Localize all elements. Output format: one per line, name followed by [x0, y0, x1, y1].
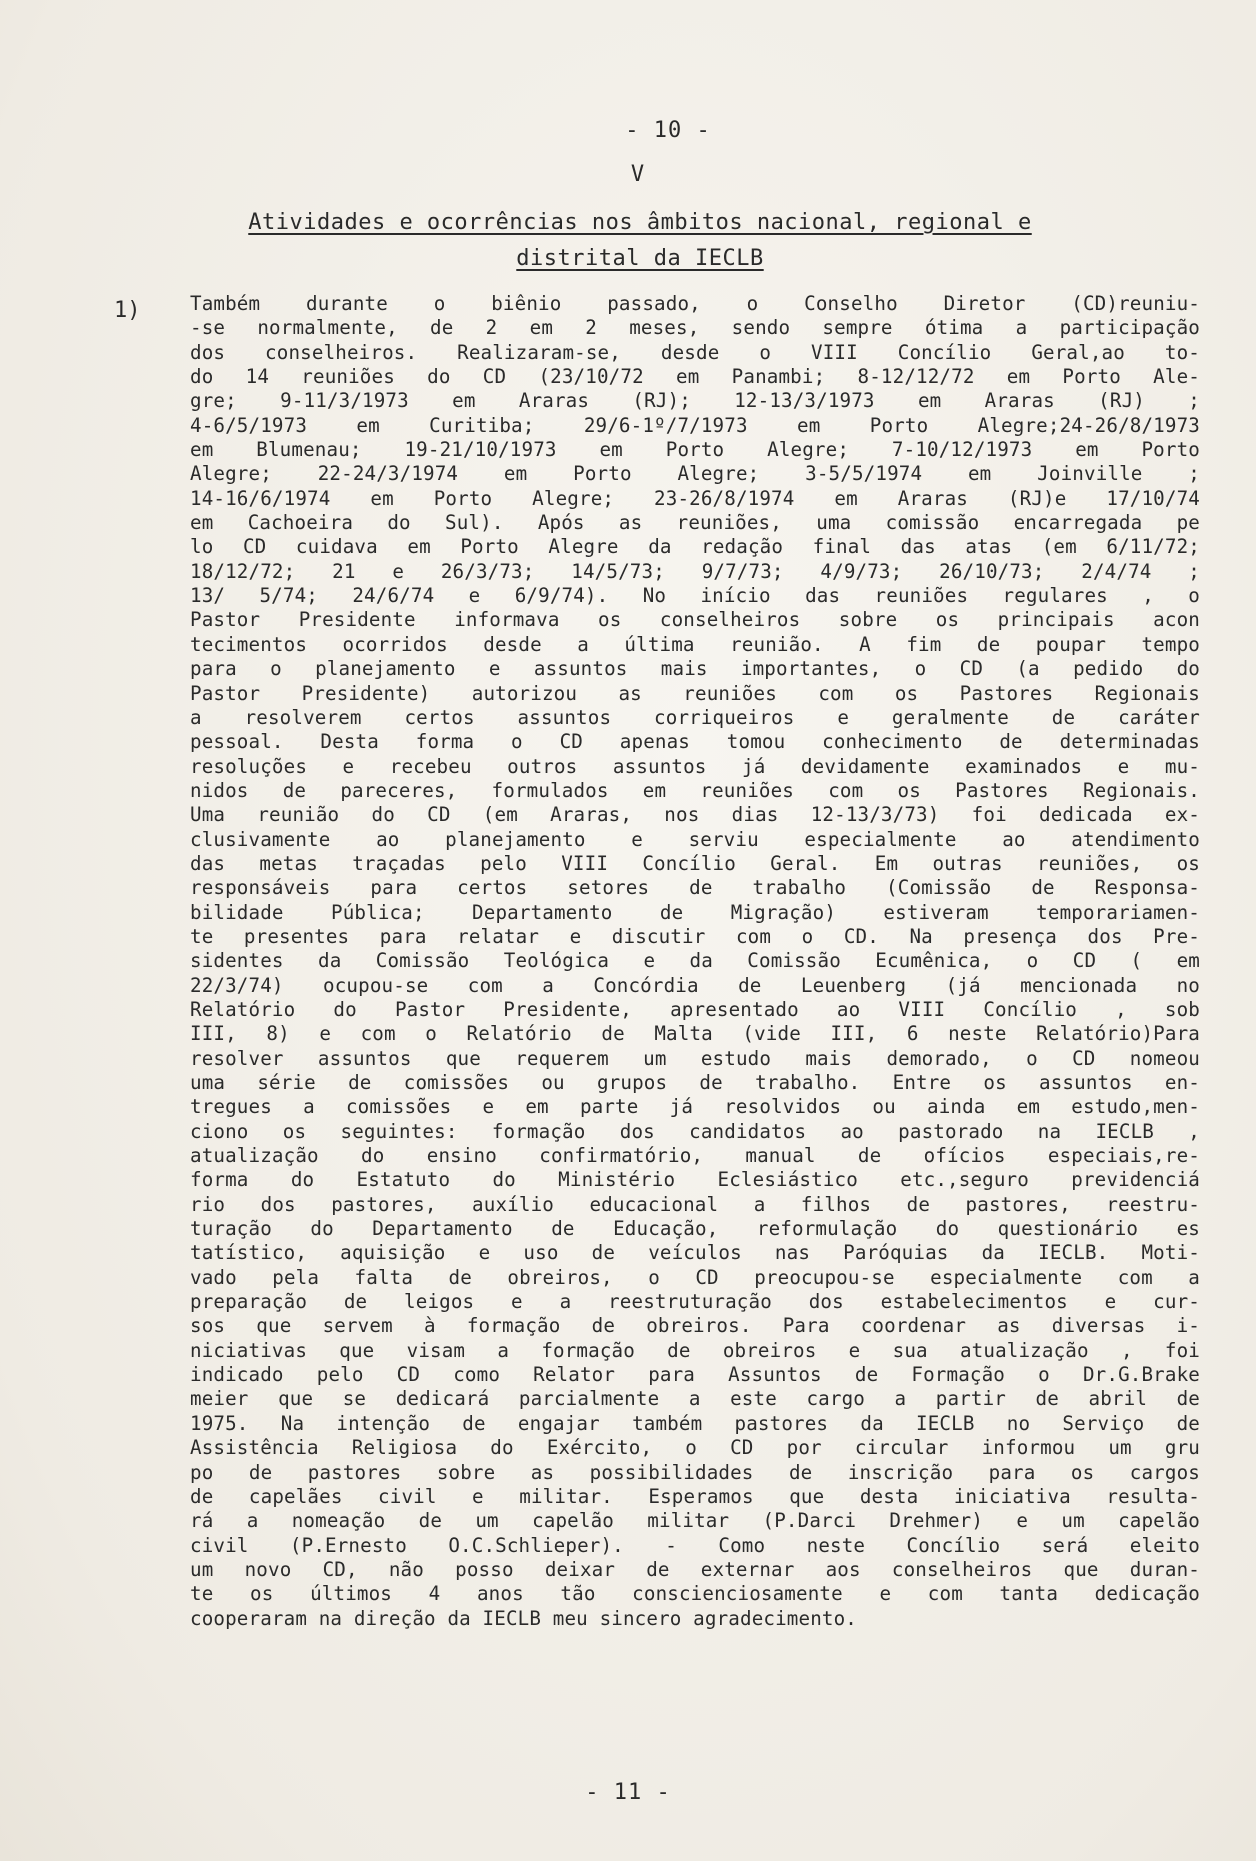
body-line: 22/3/74) ocupou-se com a Concórdia de Leuenberg (já mencionada no — [190, 973, 1200, 997]
body-line: te os últimos 4 anos tão conscienciosamente e com tanta dedicação — [190, 1582, 1200, 1606]
body-line: civil (P.Ernesto O.C.Schlieper). - Como neste Concílio será eleito — [190, 1533, 1200, 1557]
body-line: clusivamente ao planejamento e serviu especialmente ao atendimento — [190, 827, 1200, 851]
section-heading-line-2: distrital da IECLB — [516, 246, 764, 271]
body-line: para o planejamento e assuntos mais importantes, o CD (a pedido do — [190, 657, 1200, 681]
body-line: tecimentos ocorridos desde a última reunião. A fim de poupar tempo — [190, 632, 1200, 656]
body-line: Relatório do Pastor Presidente, apresentado ao VIII Concílio , sob — [190, 997, 1200, 1021]
body-paragraph — [190, 292, 1200, 1631]
body-line: bilidade Pública; Departamento de Migração) estiveram temporariamen- — [190, 900, 1200, 924]
body-line: sos que servem à formação de obreiros. Para coordenar as diversas i- — [190, 1314, 1200, 1338]
body-line: uma série de comissões ou grupos de trabalho. Entre os assuntos en- — [190, 1071, 1200, 1094]
body-line: 4-6/5/1973 em Curitiba; 29/6-1º/7/1973 em Porto Alegre;24-26/8/1973 — [190, 413, 1200, 437]
body-line: indicado pelo CD como Relator para Assuntos de Formação o Dr.G.Brake — [190, 1363, 1200, 1387]
body-line: meier que se dedicará parcialmente a este cargo a partir de abril de — [190, 1387, 1200, 1411]
body-line: po de pastores sobre as possibilidades de inscrição para os cargos — [190, 1460, 1200, 1484]
page-number-bottom: - 11 - — [585, 1780, 671, 1805]
body-line: pessoal. Desta forma o CD apenas tomou conhecimento de determinadas — [190, 730, 1200, 754]
body-line: um novo CD, não posso deixar de externar aos conselheiros que duran- — [190, 1557, 1200, 1581]
body-line: atualização do ensino confirmatório, manual de ofícios especiais,re- — [190, 1144, 1200, 1168]
body-line: vado pela falta de obreiros, o CD preocupou-se especialmente com a — [190, 1265, 1200, 1289]
body-line: sidentes da Comissão Teológica e da Comissão Ecumênica, o CD ( em — [190, 949, 1200, 973]
body-line: 13/ 5/74; 24/6/74 e 6/9/74). No início das reuniões regulares , o — [190, 584, 1200, 608]
body-line: 14-16/6/1974 em Porto Alegre; 23-26/8/1974 em Araras (RJ)e 17/10/74 — [190, 486, 1200, 510]
body-line: a resolverem certos assuntos corriqueiros e geralmente de caráter — [190, 705, 1200, 729]
body-line: 18/12/72; 21 e 26/3/73; 14/5/73; 9/7/73; 4/9/73; 26/10/73; 2/4/74 ; — [190, 559, 1200, 583]
body-line: dos conselheiros. Realizaram-se, desde o VIII Concílio Geral,ao to- — [190, 340, 1200, 364]
body-line: em Blumenau; 19-21/10/1973 em Porto Alegre; 7-10/12/1973 em Porto — [190, 438, 1200, 462]
body-line: Pastor Presidente informava os conselheiros sobre os principais acon — [190, 608, 1200, 632]
body-line: gre; 9-11/3/1973 em Araras (RJ); 12-13/3/1973 em Araras (RJ) ; — [190, 389, 1200, 413]
body-line: do 14 reuniões do CD (23/10/72 em Panambi; 8-12/12/72 em Porto Ale- — [190, 365, 1200, 389]
page-number-top: - 10 - — [625, 118, 711, 143]
body-line: Assistência Religiosa do Exército, o CD por circular informou um gru — [190, 1436, 1200, 1460]
section-number: V — [630, 162, 646, 187]
body-line: Também durante o biênio passado, o Conselho Diretor (CD)reuniu- — [190, 292, 1200, 315]
body-line: preparação de leigos e a reestruturação dos estabelecimentos e cur- — [190, 1290, 1200, 1314]
body-line: em Cachoeira do Sul). Após as reuniões, uma comissão encarregada pe — [190, 511, 1200, 535]
body-line: de capelães civil e militar. Esperamos que desta iniciativa resulta- — [190, 1484, 1200, 1508]
body-line: cooperaram na direção da IECLB meu sincero agradecimento. — [190, 1606, 858, 1630]
body-line: lo CD cuidava em Porto Alegre da redação final das atas (em 6/11/72; — [190, 535, 1200, 559]
body-line: responsáveis para certos setores de trabalho (Comissão de Responsa- — [190, 876, 1200, 900]
body-line: te presentes para relatar e discutir com o CD. Na presença dos Pre- — [190, 924, 1200, 948]
body-line: resolver assuntos que requerem um estudo mais demorado, o CD nomeou — [190, 1046, 1200, 1070]
body-line: ciono os seguintes: formação dos candidatos ao pastorado na IECLB , — [190, 1119, 1200, 1143]
body-line: Alegre; 22-24/3/1974 em Porto Alegre; 3-5/5/1974 em Joinville ; — [190, 462, 1200, 486]
body-line: rio dos pastores, auxílio educacional a filhos de pastores, reestru- — [190, 1192, 1200, 1216]
body-line: forma do Estatuto do Ministério Eclesiástico etc.,seguro previdenciá — [190, 1168, 1200, 1192]
body-line: rá a nomeação de um capelão militar (P.Darci Drehmer) e um capelão — [190, 1509, 1200, 1533]
body-line: Pastor Presidente) autorizou as reuniões com os Pastores Regionais — [190, 681, 1200, 705]
body-line: das metas traçadas pelo VIII Concílio Geral. Em outras reuniões, os — [190, 851, 1200, 875]
body-line: resoluções e recebeu outros assuntos já devidamente examinados e mu- — [190, 754, 1200, 778]
body-line: 1975. Na intenção de engajar também pastores da IECLB no Serviço de — [190, 1411, 1200, 1435]
item-number: 1) — [114, 298, 141, 323]
body-line: turação do Departamento de Educação, reformulação do questionário es — [190, 1217, 1200, 1241]
body-line: -se normalmente, de 2 em 2 meses, sendo sempre ótima a participação — [190, 316, 1200, 340]
body-line: nidos de pareceres, formulados em reuniões com os Pastores Regionais. — [190, 778, 1200, 802]
body-line: tatístico, aquisição e uso de veículos nas Paróquias da IECLB. Moti- — [190, 1241, 1200, 1265]
body-line: niciativas que visam a formação de obreiros e sua atualização , foi — [190, 1338, 1200, 1362]
body-line: III, 8) e com o Relatório de Malta (vide III, 6 neste Relatório)Para — [190, 1022, 1200, 1046]
section-heading-line-1: Atividades e ocorrências nos âmbitos nacional, regional e — [248, 210, 1032, 235]
body-line: tregues a comissões e em parte já resolvidos ou ainda em estudo,men- — [190, 1095, 1200, 1119]
body-line: Uma reunião do CD (em Araras, nos dias 12-13/3/73) foi dedicada ex- — [190, 803, 1200, 827]
